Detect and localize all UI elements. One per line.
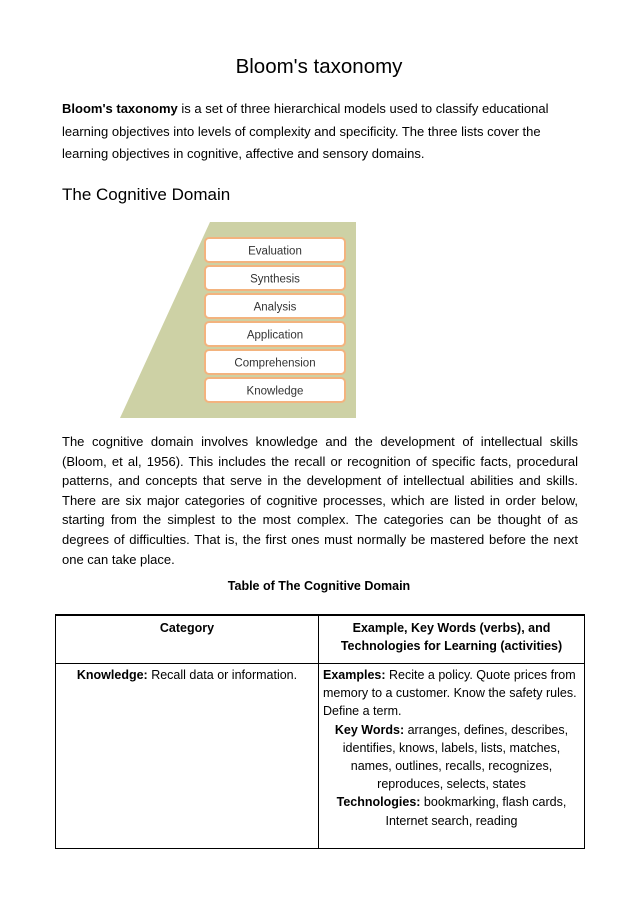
pyramid-level-label: Knowledge xyxy=(246,385,304,398)
intro-bold-term: Bloom's taxonomy xyxy=(62,101,178,116)
cognitive-domain-table xyxy=(55,614,585,849)
pyramid-level-label: Application xyxy=(246,329,304,342)
keywords-label: Key Words: xyxy=(334,722,405,737)
intro-line2: learning objectives into levels of complexity and specificity. The three lists cover the xyxy=(62,123,541,139)
pyramid-level-label: Analysis xyxy=(253,301,297,314)
header-category: Category xyxy=(56,615,319,664)
document-title: Bloom's taxonomy xyxy=(235,55,403,78)
intro-line1: is a set of three hierarchical models used to classify educational xyxy=(177,101,549,116)
category-text: Recall data or information. xyxy=(147,668,298,682)
examples-label: Examples: xyxy=(323,668,386,682)
category-label: Knowledge: xyxy=(76,668,148,682)
pyramid-level-label: Evaluation xyxy=(248,245,302,258)
category-cell xyxy=(56,664,319,849)
table-header-row xyxy=(56,615,585,664)
keywords-block xyxy=(323,721,580,794)
keywords-text: arranges, defines, describes, identifies, knows, labels, lists, matches, names, outlines, recalls, recognizes, reproduces, selects, states xyxy=(342,722,569,792)
cognitive-domain-paragraph: The cognitive domain involves knowledge and the development of intellectual skills (Bloom, et al, 1956). This includes the recall or recognition of specific facts, procedural patterns, and concepts that serve in the development of intellectual abilities and skills. There are six major categories of cognitive processes, which are listed in order below, starting from the simplest to the most complex. The categories can be thought of as degrees of difficulties. That is, the first ones must normally be mastered before the next one can take place. xyxy=(62,434,578,567)
pyramid-level-label: Comprehension xyxy=(234,357,316,370)
intro-line3: learning objectives in cognitive, affective and sensory domains. xyxy=(62,146,425,161)
pyramid-level-label: Synthesis xyxy=(250,273,300,286)
examples-block xyxy=(323,666,580,721)
technologies-label: Technologies: xyxy=(336,795,421,810)
technologies-block xyxy=(323,793,580,829)
table-title: Table of The Cognitive Domain xyxy=(227,579,411,593)
examples-text: Recite a policy. Quote prices from memory to a customer. Know the safety rules. Define a term. xyxy=(323,668,577,719)
table-row xyxy=(56,664,585,849)
technologies-text: bookmarking, flash cards, Internet search, reading xyxy=(385,795,567,828)
examples-cell xyxy=(319,664,585,849)
section-heading: The Cognitive Domain xyxy=(62,185,231,204)
header-examples: Example, Key Words (verbs), and Technologies for Learning (activities) xyxy=(319,615,585,664)
